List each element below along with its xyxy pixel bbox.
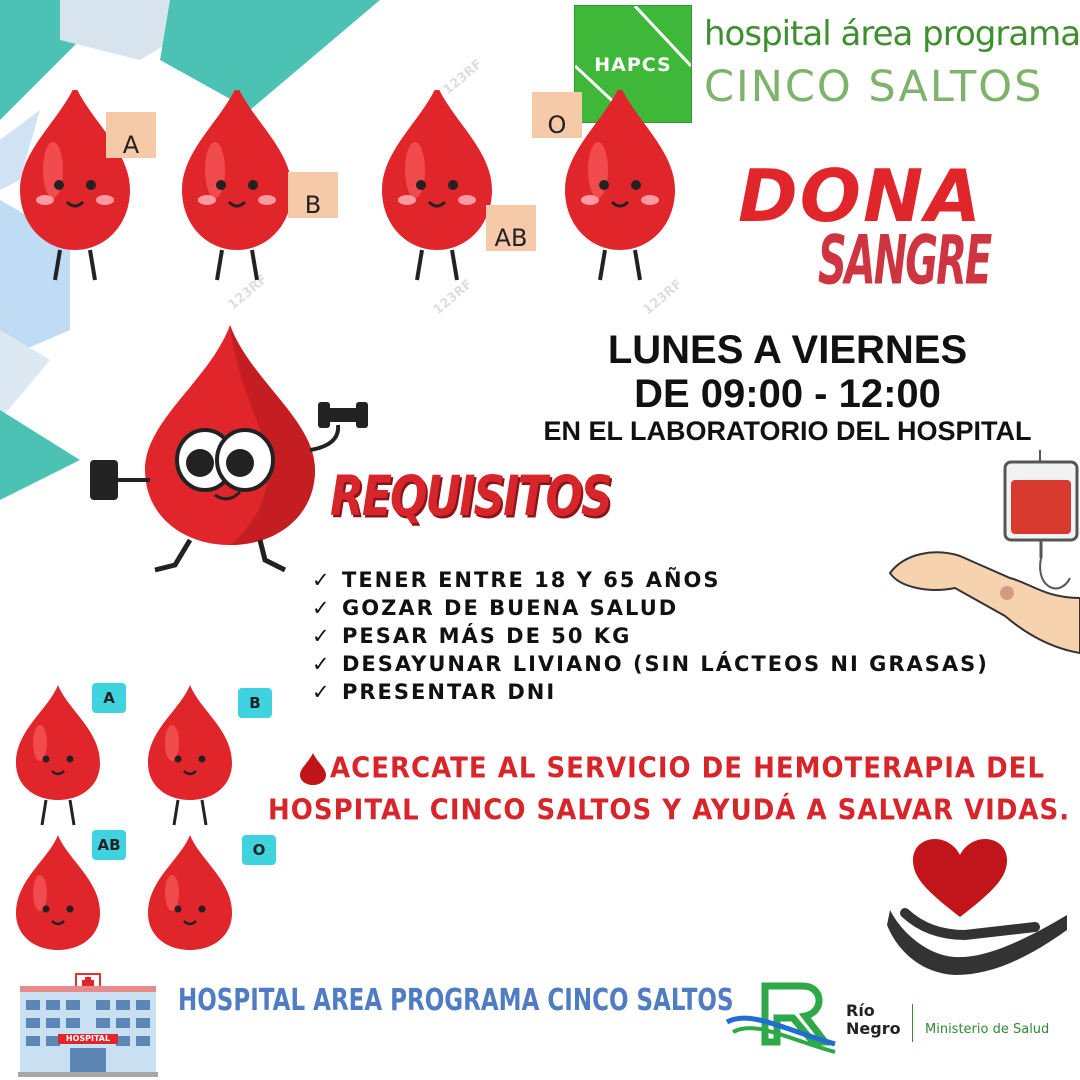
call-to-action — [268, 748, 1071, 832]
logo-city-text: CINCO SALTOS — [704, 62, 1044, 112]
small-sign-a: A — [103, 689, 115, 707]
logo-divider — [912, 1004, 913, 1042]
requirement-item: ✓ DESAYUNAR LIVIANO (SIN LÁCTEOS NI GRASAS) — [312, 652, 989, 676]
watermark: 123RF — [225, 271, 271, 314]
watermark: 123RF — [430, 276, 476, 319]
requirement-item: ✓ GOZAR DE BUENA SALUD — [312, 596, 679, 620]
check-icon: ✓ — [312, 680, 332, 704]
logo-hospital-text: hospital área programa — [704, 14, 1080, 54]
watermark: 123RF — [640, 276, 686, 319]
requirement-item: ✓ PESAR MÁS DE 50 KG — [312, 624, 632, 648]
requirement-item: ✓ PRESENTAR DNI — [312, 680, 557, 704]
ministry-name: Ministerio de Salud — [925, 1022, 1050, 1037]
schedule-place: EN EL LABORATORIO DEL HOSPITAL — [543, 416, 1032, 446]
footer-hospital-name: HOSPITAL AREA PROGRAMA CINCO SALTOS — [178, 984, 734, 1018]
hospital-building-icon — [18, 972, 158, 1077]
watermark: 123RF — [440, 56, 486, 99]
check-icon: ✓ — [312, 596, 332, 620]
cta-line-2: HOSPITAL CINCO SALTOS Y AYUDÁ A SALVAR VIDAS. — [268, 794, 1071, 828]
blood-bag-arm-illustration — [885, 448, 1080, 663]
rio-negro-logo-icon — [725, 982, 840, 1054]
drop-with-dumbbells-illustration — [80, 320, 380, 590]
requirements-title: REQUISITOS — [330, 465, 611, 529]
title-sangre: SANGRE — [818, 222, 991, 301]
logo-abbreviation: HAPCS — [594, 54, 672, 76]
schedule-days: LUNES A VIERNES — [607, 328, 968, 372]
check-icon: ✓ — [312, 624, 332, 648]
requirement-item: ✓ TENER ENTRE 18 Y 65 AÑOS — [312, 568, 721, 592]
blood-type-sign-a: A — [122, 131, 140, 159]
small-sign-b: B — [249, 694, 261, 712]
hospital-sign-text: HOSPITAL — [65, 1034, 111, 1043]
check-icon: ✓ — [312, 568, 332, 592]
schedule-hours: DE 09:00 - 12:00 — [634, 372, 941, 416]
check-icon: ✓ — [312, 652, 332, 676]
blood-type-sign-o: O — [547, 111, 567, 139]
blood-type-sign-b: B — [304, 191, 322, 219]
title-dona: DONA — [738, 154, 983, 238]
province-name: Río Negro — [846, 1001, 901, 1038]
blood-drop-characters-top — [0, 90, 700, 290]
heart-in-hand-icon — [885, 835, 1070, 985]
small-sign-ab: AB — [97, 836, 121, 854]
small-sign-o: O — [252, 841, 266, 859]
blood-type-sign-ab: AB — [494, 224, 528, 252]
cta-line-1: ACERCATE AL SERVICIO DE HEMOTERAPIA DEL — [330, 752, 1046, 786]
